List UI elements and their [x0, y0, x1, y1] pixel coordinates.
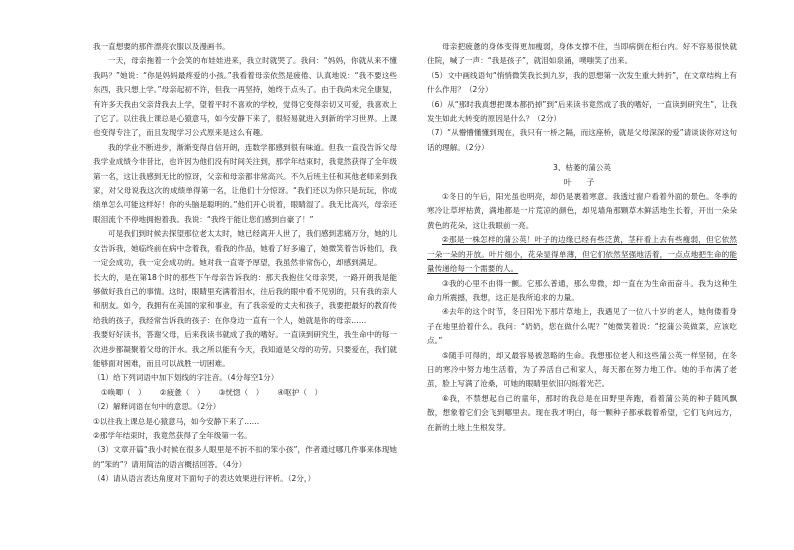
paragraph: 可是我们到时候去探望那位老太太时，她已经离开人世了，我们感到悲痛万分，她的儿女告诉我，她临终前在病中念着我，看我的作品，她看了好多遍了，她微笑着告诉他们，我一定会成功，我一定会成功的。她对我一直寄予厚望，我虽然非常伤心，却感到满足。	[93, 229, 397, 268]
paragraph: ④去年的这个时节，冬日阳光下那片草地上，我遇见了一位八十岁的老人，她佝偻着身子在地里拾着什么。我问：“奶奶，您在做什么呢？”她微笑着说：“挖蒲公英做菜，应该吃点。”	[427, 307, 737, 346]
paragraph: 我一直想要的那件漂亮衣服以及漫画书。	[93, 42, 230, 51]
right-column	[427, 40, 737, 435]
pinyin-item: ①唤唧（ ）	[101, 387, 146, 397]
question: （4）请从语言表达角度对下面句子的表达效果进行评析。（2分，）	[93, 474, 316, 484]
pinyin-item: ③恍惚（ ）	[218, 387, 264, 397]
paragraph: ⑤随手可得的，却又最容易被忽略的生命。我想那位老人和这些蒲公英一样坚韧，在冬日的寒冷中努力地生活着，为了养活自己和家人，每天都在努力地工作。她的手布满了老茧，脸上写满了沧桑，可她的眼睛里依旧闪烁着光芒。	[427, 350, 737, 389]
paragraph: 一天，母亲拖着一个会笑的布娃娃进来，我立时就哭了。我问：“妈妈，你就从来不懂我吗？”她说：“你是妈妈最疼爱的小孩。”我看着母亲依然是疲倦、认真地说：“我不要这些东西，我只想上学。”母亲起初不许，但我一再坚持，她终于点头了。由于我尚未完全康复，有许多天我由父亲背我去上学，望着平时不喜欢的学校，觉得它变得亲切又可爱，我喜欢上了它了。以往我上课总是心猿意马，如今安静下来了，很轻易就进入到新的学习世界。上课也变得专注了，而且发现学习公式原来是这么有趣。	[93, 56, 397, 138]
pinyin-row	[93, 386, 397, 400]
paragraph: 我要好好读书，答谢父母，后来我读书就成了我的嗜好。一直读到研究生，我生命中的每一次进步都凝聚着父母的汗水。我之所以能有今天，我知道是父母的功劳。只要爱在，我们就能够面对困难，而且可以战胜一切困难。	[93, 330, 397, 368]
pinyin-item: ②疲惫（ ）	[159, 387, 205, 397]
question: （7）“从懵懵懂懂到现在，我只有一桥之隔，而这座桥，就是父母深深的爱”请谈谈你对这句话的理解。（2分）	[427, 128, 737, 152]
paragraph: 我的学业不断进步，渐渐变得自信开朗，连数学都感到很有味道。但我一直没告诉父母我学业成绩今非昔比，也许因为他们没有时间关注到，那学年结束时，我竟然获得了全年级第一名，这让我感到无比的惊讶，父亲和母亲都非常高兴。不久后班主任和其他老师来到我家，对父母说我这次的成绩单得第一名，让他们十分惊讶。“我们还以为你只是玩玩，你成绩单怎么可能这样好！你的头脑是聪明的。”他们开心说着，眼睛湿了。我无比高兴，母亲还眼泪流个不停地拥抱着我。我说：“我终于能让您们感到自豪了！”	[93, 142, 397, 224]
question: （3）文章开篇“我小时候在很多人眼里是不折不扣的笨小孩”，作者通过哪几件事来体现她的“笨的”？请用简洁的语言概括回答。（4分）	[93, 445, 397, 469]
section-title: 3、枯萎的蒲公英	[553, 163, 611, 173]
paragraph: ③我的心里不由得一颤。它那么普通，那么卑微，却一直在为生命而奋斗。我为这种生命力所震撼，我想，这正是我所追求的力量。	[427, 278, 737, 302]
question: （6）从“那时我真想把课本都扔掉”到“后来读书竟然成了我的嗜好，一直读到研究生”，让我发生如此大转变的原因是什么？（2分）	[427, 99, 737, 124]
question-item: ②那学年结束时，我竟然获得了全年级第一名。	[93, 430, 252, 440]
left-column	[93, 40, 397, 487]
paragraph: ①冬日的午后，阳光虽也明亮，却仍是裹着寒意。我透过窗户看着外面的景色。冬季的寒冷让草坪枯黄，满地都是一片荒凉的颜色，却见墙角那颗草木鲜活地生长着，开出一朵朵黄色的花朵，这让我眼前一亮。	[427, 192, 737, 230]
question: （1）给下列词语中加下划线的字注音。（4分每空1分）	[93, 373, 279, 383]
pinyin-item: ④呕护（ ）	[277, 387, 323, 397]
section-author: 叶 子	[563, 177, 601, 187]
paragraph: 长大的，是在第18个时的那些下午母亲告诉我的：那天我抱住父母亲哭，一路开朗我是能够做好我自己的事情。这时，眼睛里充满着泪水，往后我的眼中看不见别的，只有我的亲人和朋友。如今，我拥有在美国的家和事业，有了我亲爱的丈夫和孩子，我要把最好的教育传给我的孩子，我经常告诉我的孩子：在你身边一直有一个人，她就是你的母亲……	[93, 272, 397, 325]
question: （2）解释词语在句中的意思。（2分）	[93, 402, 221, 412]
question: （5）文中画线语句“悄悄微笑我长到九岁，我的思想第一次发生重大转折”，在文章结构上有什么作用？（2分）	[427, 70, 737, 95]
question-item: ①以往我上课总是心猿意马，如今安静下来了……	[93, 416, 260, 426]
paragraph: 母亲把疲惫的身体变得更加瘦弱，身体支撑不住，当即病倒在柜台内。好不容易很快就住院，喊了一声：“我是孩子”，就泪如泉涌，噗嗤笑了出来。	[427, 42, 737, 66]
paragraph-underlined: ②那是一株怎样的蒲公英！叶子的边缘已经有些泛黄，茎秆看上去有些瘦弱，但它依然一朵一朵的开放。叶片细小，花朵显得单薄，但它们依然坚强地活着，一点点地把生命的能量传递给每一个需要的人。	[427, 235, 737, 274]
paragraph: ⑥我，不禁想起自己的童年，那时的我总是在田野里奔跑，看着蒲公英的种子随风飘散，想象着它们会飞到哪里去。现在我才明白，每一颗种子都承载着希望，它们飞向远方，在新的土地上生根发芽。	[427, 393, 737, 432]
